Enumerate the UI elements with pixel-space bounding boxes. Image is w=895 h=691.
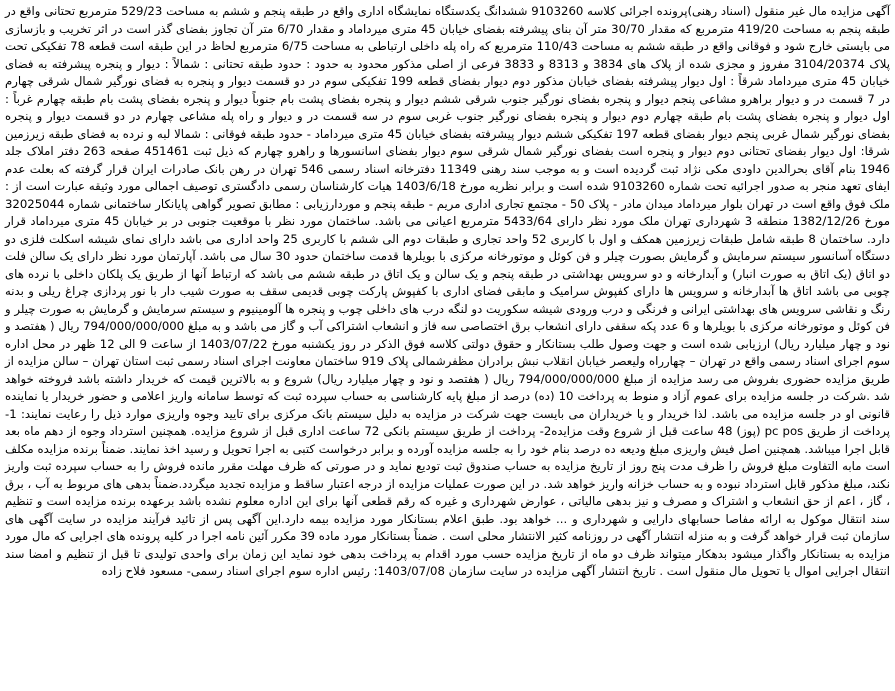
notice-body-text: آگهی مزایده مال غیر منقول (اسناد رهنی)پرونده اجرائی کلاسه 9103260 ششدانگ یکدستگاه نمایشگاه اداری واقع در طبقه پنجم و ششم به مساحت 529/23 مترمربع تحتانی واقع در طبقه پنجم به مساحت 419/20 مترمربع که مقدار 30/70 متر آن بنای پیشرفته بفضای خیابان 45 متری میرداماد و مقدار 6/70 متر آن تجاوز بفضای گذر است در اثر تخریب و بازسازی می بایستی خارج شود و فوقانی واقع در طبقه ششم به مساحت 110/43 مترمربع که راه پله داخلی ارتباطی به مساحت 6/75 مترمربع لحاظ در این طبقه است قطعه 78 تفکیکی تحت پلاک 3104/20374 مفروز و مجزی شده از پلاک های 3834 و 8313 و 3833 فرعی از اصلی مذکور محدود به حدود : حدود طبقه تحتانی : شمالاً : دیوار و پنجره پیشرفته به فضای خیابان 45 متری میرداماد شرقاً : اول دیوار پیشرفته بفضای خیابان مذکور دوم دیوار بفضای قطعه 199 تفکیکی سوم در دو قسمت دیوار و پنجره به فضای نورگیر شمال شرقی چهارم در 7 قسمت در و دیوار براهرو مشاعی پنجم دیوار و پنجره بفضای نورگیر جنوب شرقی ششم دیوار و پنجره بفضای پشت بام جنوباً دیوار و پنجره بفضای پشت بام طبقه چهارم غرباً : اول دیوار و پنجره بفضای پشت بام طبقه چهارم دوم دیوار و پنجره بفضای نورگیر جنوب غربی سوم در سه قسمت در و دیوار و راه پله مشاعی چهارم در دو قسمت دیوار و پنجره بفضای نورگیر شمال غربی پنجم دیوار بفضای قطعه 197 تفکیکی ششم دیوار پیشرفته بفضای خیابان 45 متری میرداماد - حدود طبقه فوقانی : شمالا لبه و نرده به فضای طبقه زیرزمین شرقا: اول دیوار بفضای تحتانی دوم دیوار و پنجره است بفضای نورگیر شمال شرقی سوم دیوار بفضای اسانسورها و راهرو چهارم که ذیل ثبت 451461 صفحه 263 دفتر املاک جلد 1946 بنام آقای بحرالدین داودی مکی نژاد ثبت گردیده است و به موجب سند رهنی 11349 دفترخانه اسناد رسمی 546 تهران در رهن بانک صادرات ایران قرار گرفته که بعلت عدم ایفای تعهد منجر به صدور اجرائیه تحت شماره 9103260 شده است و برابر نظریه مورخ 1403/6/18 هیات کارشناسان رسمی دادگستری توصیف اجمالی مورد وثیقه عبارت است از : ملک فوق واقع است در تهران بلوار میرداماد میدان مادر - پلاک 50 - مجتمع تجاری اداری مریم - طبقه پنجم و موردارزیابی : مطابق تصویر گواهی پایانکار ساختمانی شماره 32025044 مورخ 1382/12/26 منطقه 3 شهرداری تهران ملک مورد نظر دارای 5433/64 مترمربع اعیانی می باشد. ساختمان مورد نظر با موقعیت جنوبی در بر خیابان 45 متری میرداماد قرار دارد. ساختمان 8 طبقه شامل طبقات زیرزمین همکف و اول با کاربری 52 واحد تجاری و طبقات دوم الی ششم با کاربری 25 واحد اداری می باشد دارای نمای شیشه اسکلت فلزی دو دستگاه آسانسور سیستم سرمایش و گرمایش بصورت چیلر و فن کوئل و موتورخانه مرکزی با بویلرها قدمت ساختمان حدود 30 سال می باشد. آپارتمان مورد نظر دارای یک سالن فلت دو اتاق (یک اتاق به صورت انبار) و آبدارخانه و دو سرویس بهداشتی در طبقه پنجم و یک سالن و یک اتاق در طبقه ششم می باشد که ارتباط آنها از طریق یک پلکان داخلی با نرده های چوبی می باشد اتاق ها آبدارخانه و سرویس ها دارای کفپوش سرامیک و مابقی فضای اداری با کفپوش پارکت چوبی قدیمی سقف به صورت شیب دار با نور پردازی چراغ ریلی و بدنه رنگ و نقاشی سرویس های بهداشتی ایرانی و فرنگی و درب ورودی شیشه سکوریت دو لنگه درب های داخلی چوب و پنجره ها آلومینیوم و سیستم سرمایش و گرمایش به صورت چیلر و فن کوئل و موتورخانه مرکزی با بویلرها و 6 عدد پکه سقفی دارای انشعاب برق اختصاصی سه فاز و انشعاب اشتراکی آب و گاز می باشد و به مبلغ 794/000/000/000 ریال ( هفتصد و نود و چهار میلیارد ریال) ارزیابی شده است و جهت وصول طلب بستانکار و حقوق دولتی کلاسه فوق الذکر در روز یکشنبه مورخ 1403/07/22 از ساعت 9 الی 12 ظهر در محل اداره سوم اجرای اسناد رسمی واقع در تهران – چهارراه ولیعصر خیابان انقلاب نبش برادران مظفرشمالی پلاک 919 ساختمان معاونت اجرای اسناد رسمی ثبت استان تهران – سالن مزایده از طریق مزایده حضوری بفروش می رسد مزایده از مبلغ 794/000/000/000 ریال ( هفتصد و نود و چهار میلیارد ریال) شروع و به بالاترین قیمت که خریدار داشته باشد فروخته خواهد شد .شرکت در جلسه مزایده برای عموم آزاد و منوط به پرداخت 10 (ده) درصد از مبلغ پایه کارشناسی به حساب سپرده ثبت که توسط سامانه واریز اعلامی و حضور خریدار یا نماینده قانونی او در جلسه مزایده می باشد. لذا خریدار و یا خریداران می بایست جهت شرکت در مزایده به دلیل سیستم بانک مرکزی برای تایید وجوه واریزی موارد ذیل را رعایت نمایند: 1- پرداخت از طریق pc pos (پوز) 48 ساعت قبل از شروع وقت مزایده2- پرداخت از طریق سیستم بانکی 72 ساعت اداری قبل از شروع مزایده. همچنین استرداد وجوه از دهم ماه بعد قابل اجرا میباشد. همچنین اصل فیش واریزی مبلغ ودیعه ده درصد بنام خود را به جلسه مزایده آورده و برابر درخواست کتبی به اجرا تحویل و رسید اخذ نمایند. ضمناً برنده مزایده مکلف است مابه التفاوت مبلغ فروش را ظرف مدت پنج روز از تاریخ مزایده به حساب صندوق ثبت تودیع نماید و در صورتی که ظرف مهلت مقرر مانده فروش را به حساب سپرده ثبت واریز نکند، مبلغ مذکور قابل استرداد نبوده و به حساب خزانه واریز خواهد شد. در این صورت عملیات مزایده از درجه اعتبار ساقط و مزایده تجدید میگردد.ضمناً بدهی های مربوط به آب ، برق ، گاز ، اعم از حق انشعاب و اشتراک و مصرف و نیز بدهی مالیاتی ، عوارض شهرداری و غیره که رقم قطعی آنها برای این اداره معلوم نشده باشد برعهده برنده مزایده است و تنظیم سند انتقال موکول به ارائه مفاصا حسابهای دارایی و شهرداری و ... خواهد بود. طبق اعلام بستانکار مورد مزایده بیمه دارد.این آگهی پس از تائید فرآیند مزایده در سایت آگهی های سازمان ثبت قرار خواهد گرفت و به منزله انتشار آگهی در روزنامه کثیر الانتشار محلی است . ضمناً بستانکار مورد ماده 39 مکرر آئین نامه اجرا در کلیه پرونده های اجرایی که مال مورد مزایده به بستانکار واگذار میشود بدهکار میتواند ظرف دو ماه از تاریخ مزایده حسب مورد اقدام به پرداخت بدهی خود نماید این زمان برای واحدی تولیدی تا قبل از تنظیم و امضا سند انتقال اجرایی اموال یا تحویل مال منقول است . تاریخ انتشار آگهی مزایده در سایت سازمان 1403/07/08: رئیس اداره سوم اجرای اسناد رسمی- مسعود فلاح زاده <box>5 4 891 578</box>
